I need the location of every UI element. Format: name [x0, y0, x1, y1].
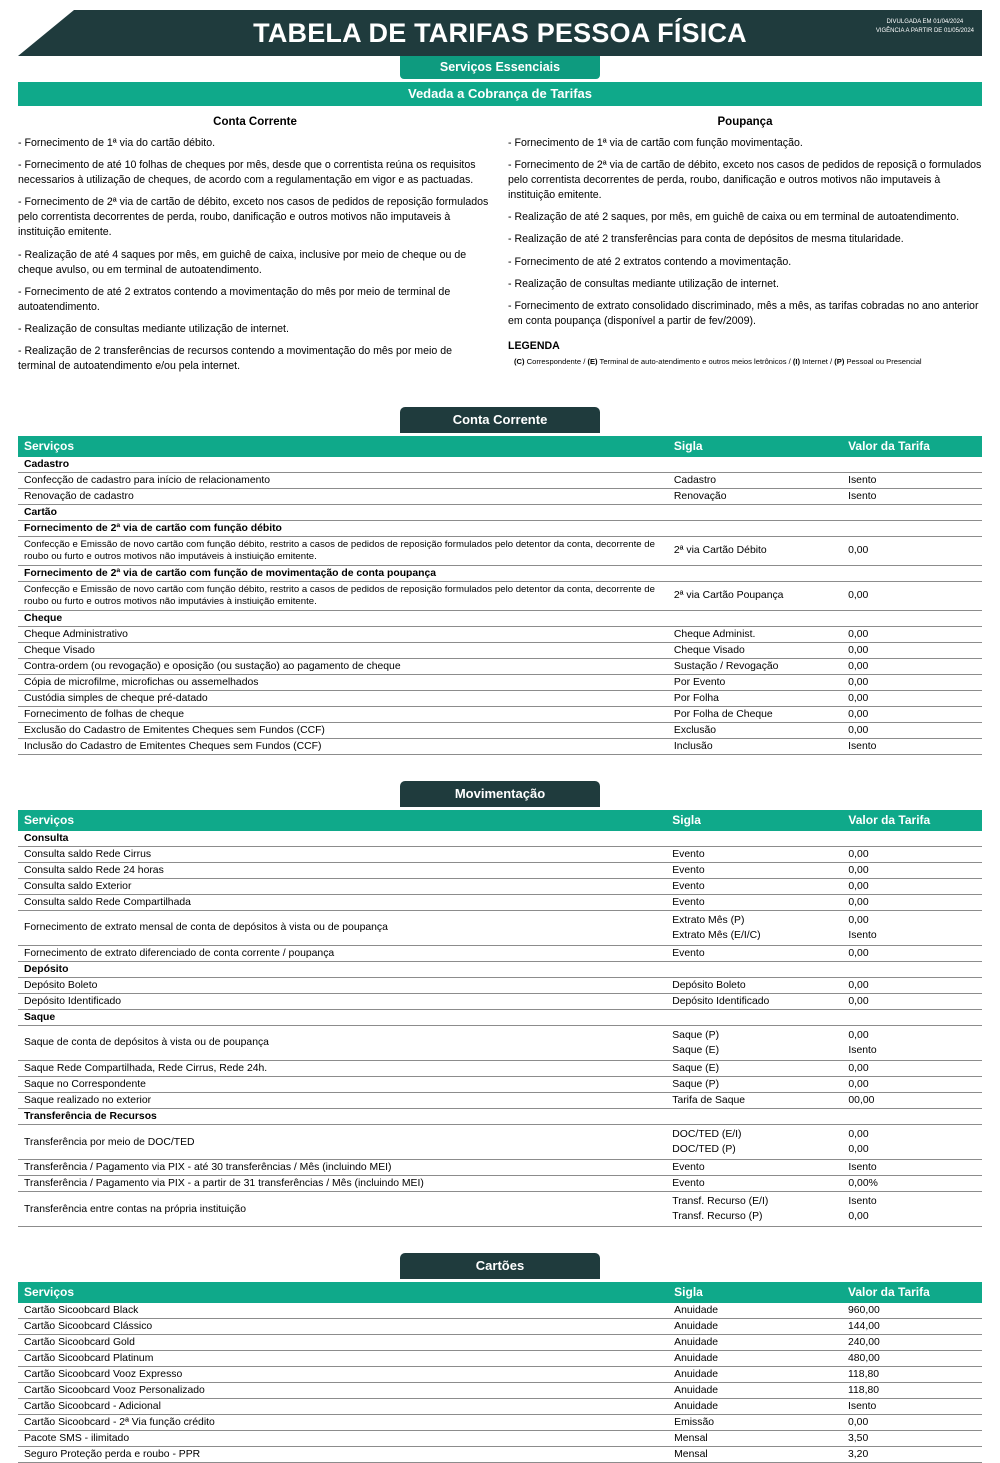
cell-servico: Depósito Identificado: [18, 993, 666, 1009]
table-row: [18, 977, 982, 993]
vedada-cc-item: - Fornecimento de 1ª via do cartão débito.: [18, 137, 216, 150]
table-group-row: [18, 961, 982, 977]
table-row: [18, 862, 982, 878]
cell-servico: Exclusão do Cadastro de Emitentes Cheques sem Fundos (CCF): [18, 722, 668, 738]
table-row: [18, 581, 982, 610]
cell-sigla: Evento: [666, 894, 842, 910]
table-group-label: Cartão: [18, 504, 982, 520]
vedada-cc-item: - Realização de até 4 saques por mês, em guichê de caixa, inclusive por meio de cheque ou de cheque avulso, ou em terminal de autoatendimento.: [18, 248, 467, 276]
table-group-row: [18, 504, 982, 520]
cell-servico: Saque realizado no exterior: [18, 1092, 666, 1108]
cell-valor: 0,00: [842, 722, 982, 738]
cell-servico: Cartão Sicoobcard Clássico: [18, 1319, 668, 1335]
vedada-pp-item: - Realização de até 2 saques, por mês, em guichê de caixa ou em terminal de autoatendimento.: [508, 211, 960, 224]
table-body-cartoes: [18, 1303, 982, 1463]
table-row: [18, 910, 982, 945]
page-title: TABELA DE TARIFAS PESSOA FÍSICA: [253, 17, 747, 48]
cell-sigla: Por Evento: [668, 674, 842, 690]
cell-sigla: Anuidade: [668, 1399, 842, 1415]
table-movimentacao: [18, 810, 982, 1228]
header-corner-notch: [18, 10, 74, 56]
cell-sigla: Evento: [666, 846, 842, 862]
table-row: [18, 1447, 982, 1463]
table-row: [18, 878, 982, 894]
table-conta-corrente: [18, 436, 982, 755]
cell-valor: Isento: [842, 472, 982, 488]
cell-sigla: Inclusão: [668, 738, 842, 754]
cell-servico: Consulta saldo Exterior: [18, 878, 666, 894]
table-row: [18, 536, 982, 565]
cell-valor: 0,00: [842, 878, 982, 894]
col-header-valor: Valor da Tarifa: [842, 436, 982, 457]
table-group-label: Depósito: [18, 961, 982, 977]
cell-valor: 240,00: [842, 1335, 982, 1351]
cell-sigla: Anuidade: [668, 1383, 842, 1399]
header-meta-vigencia: VIGÊNCIA A PARTIR DE 01/05/2024: [875, 28, 974, 34]
table-group-label: Cadastro: [18, 457, 982, 473]
vedada-cc-item: - Fornecimento de até 10 folhas de cheques por mês, desde que o correntista reúna os requisitos necessarios à utilização de cheques, de acordo com a regulamentação em vigor e as pactuadas.: [18, 159, 476, 187]
cell-valor: 0,00: [842, 1076, 982, 1092]
col-header-servicos: Serviços: [18, 436, 668, 457]
cell-servico: Fornecimento de folhas de cheque: [18, 706, 668, 722]
cell-servico: Confecção e Emissão de novo cartão com função débito, restrito a casos de pedidos de reposição formulados pelo detentor da conta, decorrente de roubo ou furto e outros motivos não imputáveis à instiuição emitente.: [18, 536, 668, 565]
col-header-valor: Valor da Tarifa: [842, 810, 982, 831]
column-poupanca-title: Poupança: [717, 116, 773, 128]
table-row: [18, 1351, 982, 1367]
vedada-cc-item: - Fornecimento de até 2 extratos contendo a movimentação do mês por meio de terminal de autoatendimento.: [18, 285, 451, 313]
cell-sigla: Extrato Mês (P) Extrato Mês (E/I/C): [666, 910, 842, 945]
table-row: [18, 1399, 982, 1415]
cell-servico: Consulta saldo Rede Compartilhada: [18, 894, 666, 910]
cell-valor: Isento: [842, 1399, 982, 1415]
banner-vedada-cobranca: Vedada a Cobrança de Tarifas: [18, 82, 982, 106]
cell-sigla: Anuidade: [668, 1335, 842, 1351]
table-row: [18, 1415, 982, 1431]
cell-valor: 0,00: [842, 846, 982, 862]
cell-sigla: Transf. Recurso (E/I) Transf. Recurso (P): [666, 1192, 842, 1227]
cell-sigla: Depósito Boleto: [666, 977, 842, 993]
legenda-i-text: Internet /: [800, 356, 835, 366]
cell-servico: Saque de conta de depósitos à vista ou de poupança: [18, 1025, 666, 1060]
table-group-row: [18, 831, 982, 847]
cell-servico: Cheque Administrativo: [18, 626, 668, 642]
cell-servico: Inclusão do Cadastro de Emitentes Cheques sem Fundos (CCF): [18, 738, 668, 754]
table-row: [18, 1076, 982, 1092]
cell-sigla: 2ª via Cartão Poupança: [668, 581, 842, 610]
vedada-pp-item: - Fornecimento de até 2 extratos contendo a movimentação.: [508, 255, 792, 268]
cell-valor: 0,00: [842, 690, 982, 706]
vedada-pp-item: - Fornecimento de 2ª via de cartão de débito, exceto nos casos de pedidos de reposiçã o formulados pelo correntista decorrentes de perda, roubo, danificação e outros motivos não imputaveis à instituição emitente.: [508, 159, 982, 202]
column-poupanca: [508, 114, 982, 381]
col-header-sigla: Sigla: [668, 436, 842, 457]
cell-servico: Transferência por meio de DOC/TED: [18, 1124, 666, 1159]
cell-valor: 0,00: [842, 706, 982, 722]
table-group-label: Fornecimento de 2ª via de cartão com função de movimentação de conta poupança: [18, 565, 982, 581]
cell-sigla: Evento: [666, 945, 842, 961]
table-row: [18, 738, 982, 754]
table-row: [18, 1025, 982, 1060]
table-row: [18, 1367, 982, 1383]
cell-sigla: 2ª via Cartão Débito: [668, 536, 842, 565]
vedada-pp-item: - Realização de consultas mediante utilização de internet.: [508, 277, 779, 290]
vedada-pp-item: - Fornecimento de extrato consolidado discriminado, mês a mês, as tarifas cobradas no ano anterior em conta poupança (disponível a partir de fev/2009).: [508, 299, 979, 327]
cell-valor: 0,00%: [842, 1176, 982, 1192]
cell-valor: 0,00 Isento: [842, 1025, 982, 1060]
cell-valor: 118,80: [842, 1367, 982, 1383]
table-row: [18, 1176, 982, 1192]
table-group-row: [18, 457, 982, 473]
cell-sigla: Tarifa de Saque: [666, 1092, 842, 1108]
section-tab-cartoes: Cartões: [400, 1253, 600, 1279]
table-row: [18, 1192, 982, 1227]
cell-sigla: Saque (P): [666, 1076, 842, 1092]
vedada-cc-item: - Realização de consultas mediante utilização de internet.: [18, 322, 289, 335]
table-row: [18, 658, 982, 674]
legenda-c: (C): [514, 356, 525, 366]
col-header-sigla: Sigla: [666, 810, 842, 831]
cell-sigla: Cheque Administ.: [668, 626, 842, 642]
cell-sigla: Exclusão: [668, 722, 842, 738]
page-header: [18, 10, 982, 56]
cell-valor: 0,00: [842, 581, 982, 610]
table-group-row: [18, 520, 982, 536]
cell-valor: 0,00: [842, 977, 982, 993]
cell-sigla: Evento: [666, 878, 842, 894]
legenda-i: (I): [792, 356, 801, 366]
cell-sigla: Depósito Identificado: [666, 993, 842, 1009]
legenda-e: (E): [587, 356, 598, 366]
table-row: [18, 706, 982, 722]
table-row: [18, 1124, 982, 1159]
table-group-row: [18, 1009, 982, 1025]
cell-sigla: Evento: [666, 862, 842, 878]
cell-sigla: Anuidade: [668, 1367, 842, 1383]
table-group-label: Fornecimento de 2ª via de cartão com função débito: [18, 520, 982, 536]
table-row: [18, 894, 982, 910]
cell-servico: Fornecimento de extrato mensal de conta de depósitos à vista ou de poupança: [18, 910, 666, 945]
cell-servico: Confecção e Emissão de novo cartão com função débito, restrito a casos de pedidos de reposição formulados pelo detentor da conta, decorrente de roubo ou furto e outros motivos não imputávies à instiuição emitente.: [18, 581, 668, 610]
table-body-conta-corrente: [18, 457, 982, 754]
cell-sigla: Cadastro: [668, 472, 842, 488]
table-header-row: [18, 810, 982, 831]
banner-servicos-essenciais: Serviços Essenciais: [400, 56, 600, 79]
vedada-cc-item: - Realização de 2 transferências de recursos contendo a movimentação do mês por meio de terminal de autoatendimento e/ou pela internet.: [18, 344, 452, 372]
cell-servico: Cartão Sicoobcard Vooz Expresso: [18, 1367, 668, 1383]
cell-valor: 0,00: [842, 945, 982, 961]
header-meta-divulgada: DIVULGADA EM 01/04/2024: [886, 19, 964, 25]
col-header-servicos: Serviços: [18, 810, 666, 831]
cell-sigla: Anuidade: [668, 1351, 842, 1367]
table-row: [18, 945, 982, 961]
legenda-e-text: Terminal de auto-atendimento e outros meios letrônicos /: [597, 356, 793, 366]
table-row: [18, 626, 982, 642]
cell-valor: 3,20: [842, 1447, 982, 1463]
cell-valor: 00,00: [842, 1092, 982, 1108]
vedada-cc-item: - Fornecimento de 2ª via de cartão de débito, exceto nos casos de pedidos de reposição formulados pelo correntista decorrentes de perda, roubo, danificação e outros motivos não imputaveis à instituição emitente.: [18, 196, 489, 239]
cell-sigla: Anuidade: [668, 1303, 842, 1319]
table-row: [18, 472, 982, 488]
table-row: [18, 642, 982, 658]
legenda-c-text: Correspondente /: [524, 356, 588, 366]
cell-servico: Saque no Correspondente: [18, 1076, 666, 1092]
table-row: [18, 488, 982, 504]
cell-sigla: Mensal: [668, 1431, 842, 1447]
cell-valor: 0,00: [842, 1415, 982, 1431]
table-group-label: Saque: [18, 1009, 982, 1025]
table-row: [18, 1060, 982, 1076]
cell-sigla: Saque (E): [666, 1060, 842, 1076]
table-group-label: Transferência de Recursos: [18, 1108, 982, 1124]
cell-valor: 0,00: [842, 536, 982, 565]
legenda-p: (P): [834, 356, 845, 366]
cell-servico: Transferência / Pagamento via PIX - a partir de 31 transferências / Mês (incluindo MEI): [18, 1176, 666, 1192]
table-group-row: [18, 1108, 982, 1124]
cell-valor: 480,00: [842, 1351, 982, 1367]
table-row: [18, 1319, 982, 1335]
table-header-row: [18, 1282, 982, 1303]
cell-servico: Cópia de microfilme, microfichas ou assemelhados: [18, 674, 668, 690]
cell-servico: Cartão Sicoobcard - Adicional: [18, 1399, 668, 1415]
legenda-body: [508, 357, 982, 368]
legenda-title: LEGENDA: [508, 339, 560, 352]
cell-sigla: Evento: [666, 1176, 842, 1192]
cell-servico: Cartão Sicoobcard Gold: [18, 1335, 668, 1351]
legenda-p-text: Pessoal ou Presencial: [844, 356, 922, 366]
table-row: [18, 690, 982, 706]
cell-servico: Saque Rede Compartilhada, Rede Cirrus, Rede 24h.: [18, 1060, 666, 1076]
table-row: [18, 1383, 982, 1399]
cell-valor: 0,00: [842, 993, 982, 1009]
cell-valor: 0,00: [842, 658, 982, 674]
cell-sigla: Saque (P) Saque (E): [666, 1025, 842, 1060]
cell-servico: Consulta saldo Rede Cirrus: [18, 846, 666, 862]
cell-valor: 0,00: [842, 626, 982, 642]
vedada-pp-item: - Fornecimento de 1ª via de cartão com função movimentação.: [508, 137, 803, 150]
table-row: [18, 1335, 982, 1351]
cell-servico: Depósito Boleto: [18, 977, 666, 993]
table-group-row: [18, 565, 982, 581]
cell-valor: Isento 0,00: [842, 1192, 982, 1227]
cell-servico: Cartão Sicoobcard Platinum: [18, 1351, 668, 1367]
table-body-movimentacao: [18, 831, 982, 1227]
cell-servico: Transferência / Pagamento via PIX - até 30 transferências / Mês (incluindo MEI): [18, 1160, 666, 1176]
cell-valor: Isento: [842, 488, 982, 504]
table-row: [18, 846, 982, 862]
cell-sigla: Emissão: [668, 1415, 842, 1431]
cell-servico: Custódia simples de cheque pré-datado: [18, 690, 668, 706]
cell-valor: 3,50: [842, 1431, 982, 1447]
cell-servico: Cartão Sicoobcard - 2ª Via função crédito: [18, 1415, 668, 1431]
cell-valor: 144,00: [842, 1319, 982, 1335]
col-header-sigla: Sigla: [668, 1282, 842, 1303]
cell-servico: Cartão Sicoobcard Vooz Personalizado: [18, 1383, 668, 1399]
table-row: [18, 674, 982, 690]
cell-valor: 0,00: [842, 642, 982, 658]
cell-servico: Cheque Visado: [18, 642, 668, 658]
cell-servico: Pacote SMS - ilimitado: [18, 1431, 668, 1447]
table-group-label: Consulta: [18, 831, 982, 847]
section-tab-movimentacao: Movimentação: [400, 781, 600, 807]
cell-valor: 0,00: [842, 674, 982, 690]
cell-servico: Consulta saldo Rede 24 horas: [18, 862, 666, 878]
cell-valor: 0,00: [842, 894, 982, 910]
cell-valor: 960,00: [842, 1303, 982, 1319]
column-conta-corrente: [18, 114, 492, 381]
cell-valor: 118,80: [842, 1383, 982, 1399]
cell-servico: Renovação de cadastro: [18, 488, 668, 504]
table-group-row: [18, 610, 982, 626]
cell-sigla: Por Folha: [668, 690, 842, 706]
col-header-servicos: Serviços: [18, 1282, 668, 1303]
cell-valor: 0,00 0,00: [842, 1124, 982, 1159]
cell-valor: Isento: [842, 1160, 982, 1176]
cell-servico: Confecção de cadastro para início de relacionamento: [18, 472, 668, 488]
column-conta-corrente-title: Conta Corrente: [213, 116, 297, 128]
cell-sigla: DOC/TED (E/I) DOC/TED (P): [666, 1124, 842, 1159]
cell-sigla: Renovação: [668, 488, 842, 504]
cell-sigla: Mensal: [668, 1447, 842, 1463]
cell-sigla: Cheque Visado: [668, 642, 842, 658]
cell-servico: Contra-ordem (ou revogação) e oposição (ou sustação) ao pagamento de cheque: [18, 658, 668, 674]
table-row: [18, 1303, 982, 1319]
cell-sigla: Anuidade: [668, 1319, 842, 1335]
col-header-valor: Valor da Tarifa: [842, 1282, 982, 1303]
table-row: [18, 1160, 982, 1176]
cell-valor: 0,00 Isento: [842, 910, 982, 945]
table-row: [18, 1431, 982, 1447]
header-meta: [876, 18, 974, 36]
vedada-columns: [18, 114, 982, 381]
table-header-row: [18, 436, 982, 457]
cell-servico: Cartão Sicoobcard Black: [18, 1303, 668, 1319]
cell-servico: Fornecimento de extrato diferenciado de conta corrente / poupança: [18, 945, 666, 961]
cell-sigla: Sustação / Revogação: [668, 658, 842, 674]
cell-valor: 0,00: [842, 1060, 982, 1076]
table-row: [18, 722, 982, 738]
table-row: [18, 993, 982, 1009]
cell-sigla: Evento: [666, 1160, 842, 1176]
table-cartoes: [18, 1282, 982, 1463]
cell-valor: Isento: [842, 738, 982, 754]
cell-servico: Seguro Proteção perda e roubo - PPR: [18, 1447, 668, 1463]
cell-servico: Transferência entre contas na própria instituição: [18, 1192, 666, 1227]
vedada-pp-item: - Realização de até 2 transferências para conta de depósitos de mesma titularidade.: [508, 233, 904, 246]
cell-sigla: Por Folha de Cheque: [668, 706, 842, 722]
cell-valor: 0,00: [842, 862, 982, 878]
section-tab-conta-corrente: Conta Corrente: [400, 407, 600, 433]
table-group-label: Cheque: [18, 610, 982, 626]
table-row: [18, 1092, 982, 1108]
